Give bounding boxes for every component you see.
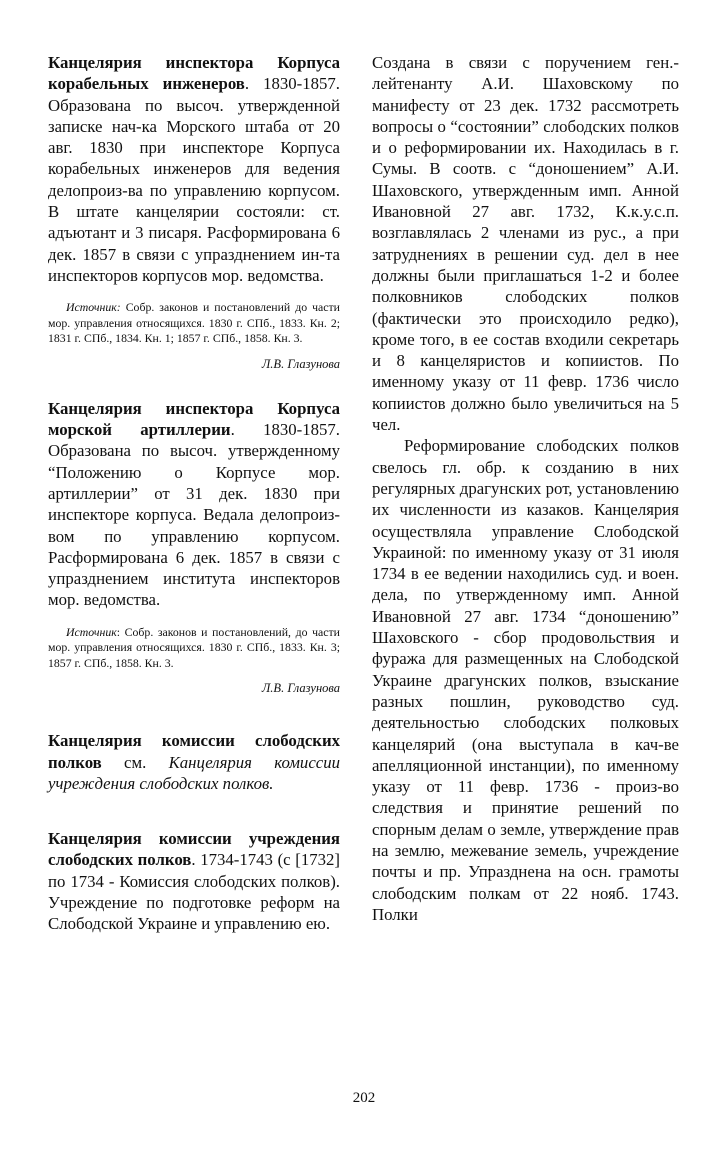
entry-komissii-slobodskikh-polkov — [48, 730, 340, 794]
paragraph-continuation: Создана в связи с поручением ген.-лейтенанту А.И. Шаховскому по манифесту от 23 дек. 1732 рассмотреть вопросы о “состоянии” слободских полков и о реформировании их. Находилась в г. Сумы. В соотв. с “доношением” А.И. Шаховского, утвержденным имп. Анной Ивановной 27 авг. 1732, К.к.у.с.п. возглавлялась 2 членами из рус., а при затруднениях в решении суд. дел в нее должны были приглашаться 1-2 и более полковников слободских полков (фактически это происходило редко), кроме того, в ее состав входили секретарь и 8 канцеляристов и копиистов. По именному указу от 11 февр. 1736 число копиистов должно было увеличиться на 5 чел. — [372, 53, 679, 435]
entry-title: Канцелярия инспектора Корпуса корабельных инженеров — [48, 53, 340, 94]
entry-title: Канцелярия инспектора Корпуса морской артиллерии — [48, 398, 340, 440]
page-number: 202 — [352, 1090, 376, 1106]
left-column — [48, 52, 340, 935]
author-signature: Л.В. Глазунова — [261, 356, 340, 371]
entry-title: Канцелярия комиссии учреждения слободских полков — [48, 829, 340, 870]
source-text: Собр. законов и постановлений до части мор. управления относящихся. 1830 г. СПб., 1833. Кн. 2; 1831 г. СПб., 1834. Кн. 1; 1857 г. СПб., 1858. Кн. 3. — [48, 300, 340, 346]
see-also-text: см. — [101, 752, 169, 772]
source-label: Источник — [66, 624, 117, 639]
entry-korabelnykh-inzhenerov — [48, 52, 340, 286]
right-column — [372, 52, 679, 925]
author-signature: Л.В. Глазунова — [261, 681, 340, 696]
entry-komissii-uchrezhdeniya — [48, 828, 340, 934]
entry-body: . 1734-1743 (с [1732] по 1734 - Комиссия слободских полков). Учреждение по подготовке реформ на Слободской Украине и управлению ею. — [48, 850, 340, 934]
entry-title: Канцелярия комиссии слободских полков — [48, 731, 340, 772]
cross-reference-link[interactable]: Канцелярия комиссии учреждения слободских полков. — [48, 752, 340, 793]
entry-body: . 1830-1857. Образована по высоч. утвержденному “Положению о Корпусе мор. артиллерии” от 31 дек. 1830 при инспекторе корпуса. Ведала делопроиз-вом по управлению корпусом. Расформирована 6 дек. 1857 в связи с упразднением института инспекторов мор. ведомства. — [48, 420, 340, 610]
source-text: : Собр. законов и постановлений, до части мор. управления относящихся. 1830 г. СПб., 1833. Кн. 3; 1857 г. СПб., 1858. Кн. 3. — [48, 624, 340, 670]
entry-body: . 1830-1857. Образована по высоч. утвержденной записке нач-ка Морского штаба от 20 авг. 1830 при инспекторе Корпуса корабельных инженеров для ведения делопроиз-ва по управлению корпусом. В штате канцелярии состояли: ст. адъютант и 3 писаря. Расформирована 6 дек. 1857 в связи с упразднением ин-та инспекторов корпусов мор. ведомства. — [48, 74, 340, 285]
paragraph-reform: Реформирование слободских полков свелось гл. обр. к созданию в них регулярных драгунских рот, установлению их численности из казаков. Канцелярия осуществляла управление Слободской Украиной: по именному указу от 31 июля 1734 в ее ведении находились суд. и воен. дела, по утвержденному имп. Анной Ивановной 27 авг. 1734 “доношению” Шаховского - сбор продовольствия и фуража для размещенных на Слободской Украине драгунских полков, взыскание разных пошлин, руководство суд. деятельностью слободских полковых канцелярий (она выступала в кач-ве апелляционной инстанции), по именному указу от 11 февр. 1736 - произ-во следствия и принятие решений по спорным делам о земле, утверждение прав на землю, межевание земель, учреждение почты и пр. Упразднена на осн. грамоты слободским полкам от 22 нояб. 1743. Полки — [372, 436, 679, 924]
source-note — [48, 300, 340, 347]
entry-morskoy-artillerii — [48, 398, 340, 611]
source-note — [48, 625, 340, 672]
source-label: Источник: — [66, 300, 121, 315]
